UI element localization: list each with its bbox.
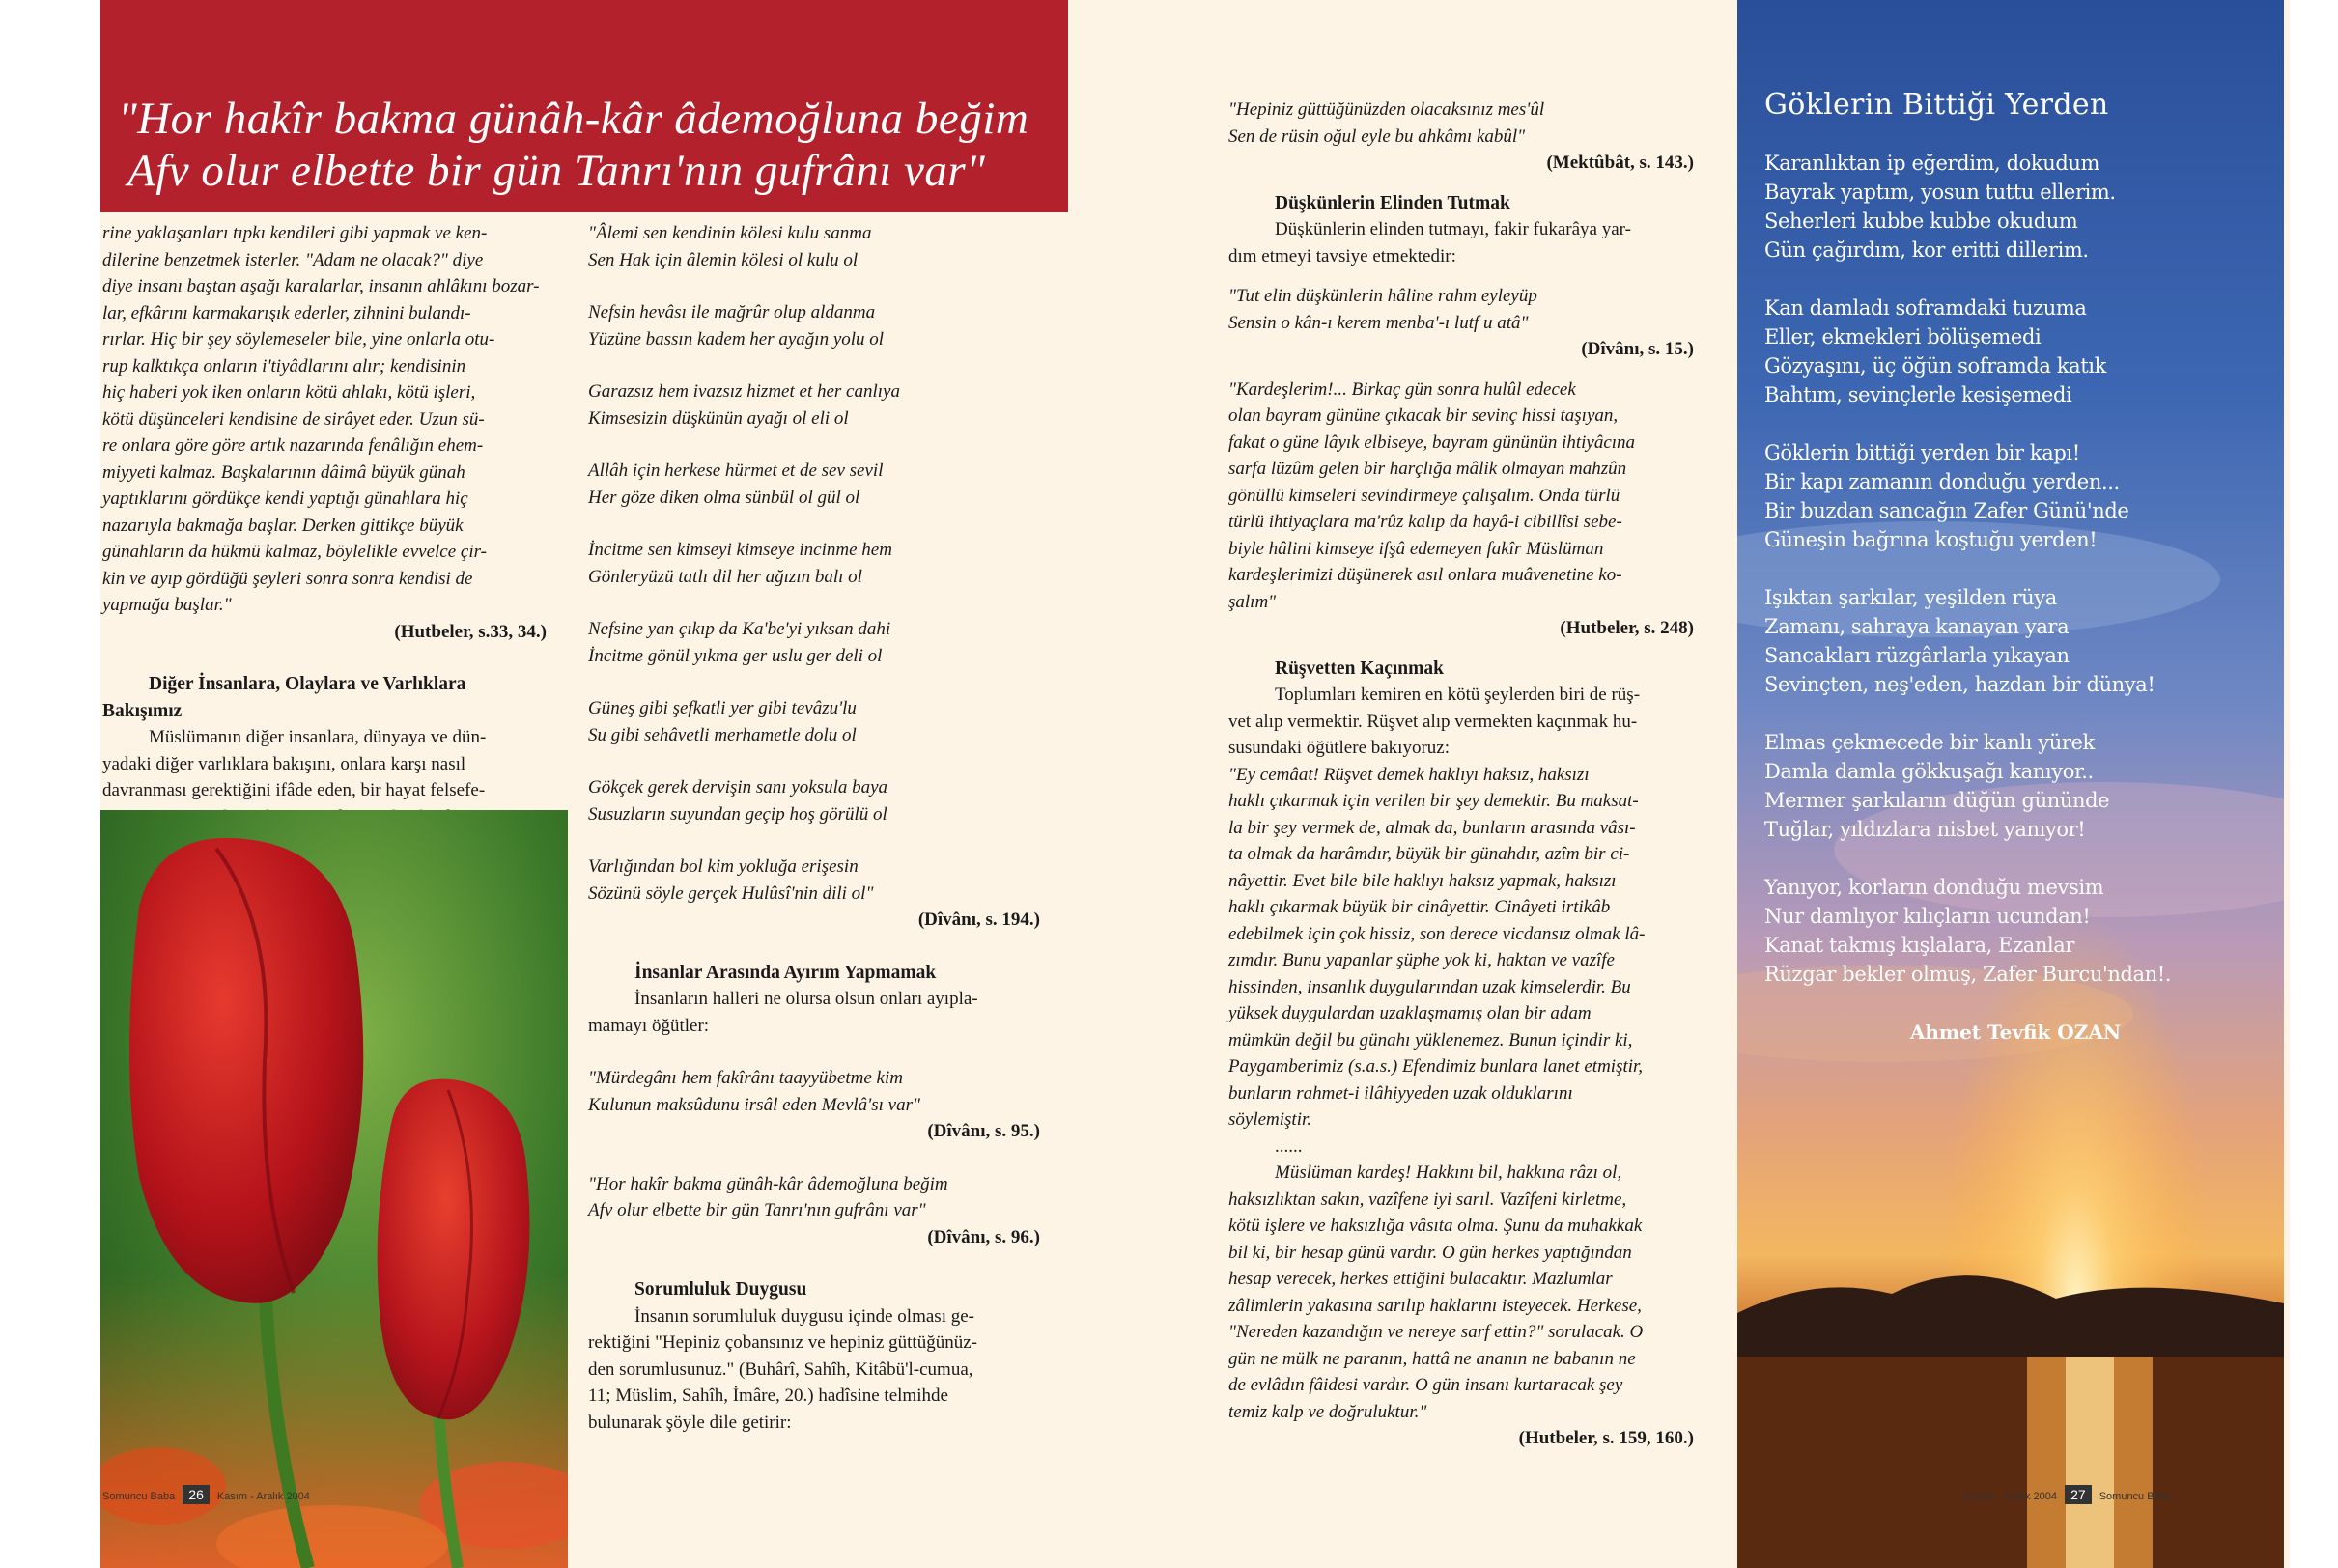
poem-block (1764, 88, 2267, 1047)
ellipsis: ...... (1275, 1135, 1303, 1157)
citation: (Dîvânı, s. 95.) (927, 1121, 1040, 1141)
text-line: haksızlıktan sakın, vazîfene iyi sarıl. Vazîfeni kirletme, (1228, 1189, 1627, 1210)
poem-line: Göklerin bittiği yerden bir kapı! (1764, 441, 2080, 464)
text-line: kardeşlerimizi düşünerek asıl onlara muâvenetine ko- (1228, 565, 1622, 585)
text-line: bunların rahmet-i ilâhiyyeden uzak olduklarını (1228, 1082, 1573, 1104)
poem-line: Yanıyor, korların donduğu mevsim (1764, 876, 2104, 899)
couplet-line: Allâh için herkese hürmet et de sev sevil (588, 461, 884, 481)
text-line: İnsanların halleri ne olursa olsun onları ayıpla- (634, 989, 978, 1009)
poem-author: Ahmet Tevfik OZAN (1909, 1021, 2122, 1044)
couplet-line: Kimsesizin düşkünün ayağı ol eli ol (588, 407, 849, 429)
magazine-name: Somuncu Baba (2099, 1491, 2172, 1502)
text-line: haklı çıkarmak büyük bir cinâyettir. Cinâyeti irtikâb (1228, 897, 1611, 917)
text-line: hesap verecek, herkes ettiğini bulacaktır. Mazlumlar (1228, 1269, 1613, 1289)
text-line: rine yaklaşanları tıpkı kendileri gibi yapmak ve ken- (102, 223, 488, 243)
text-line: yaptıklarını gördükçe kendi yaptığı günahlara hiç (102, 489, 468, 509)
poem-line: Tuğlar, yıldızlara nisbet yanıyor! (1764, 818, 2086, 841)
couplet-line: Su gibi sehâvetli merhametle dolu ol (588, 724, 857, 745)
couplet-line: Garazsız hem ivazsız hizmet et her canlıya (588, 381, 900, 402)
text-line: Müslümanın diğer insanlara, dünyaya ve dün- (149, 727, 487, 747)
banner-line-2: Afv olur elbette bir gün Tanrı'nın gufrânı var" (127, 146, 986, 196)
poem-line: Işıktan şarkılar, yeşilden rüya (1764, 586, 2057, 609)
section-heading: Düşkünlerin Elinden Tutmak (1275, 192, 1510, 213)
text-line: dilerine benzetmek isterler. "Adam ne olacak?" diye (102, 249, 484, 270)
poem-line: Elmas çekmecede bir kanlı yürek (1764, 731, 2095, 754)
couplet-line: İncitme gönül yıkma ger uslu ger deli ol (588, 645, 883, 666)
text-line: günahların da hükmü kalmaz, böylelikle evvelce çir- (102, 542, 487, 562)
couplet-line: Susuzların suyundan geçip hoş görülü ol (588, 803, 887, 825)
column3-paragraph (1228, 216, 1713, 269)
page-number: 27 (2065, 1485, 2092, 1504)
poem-line: Gözyaşını, üç öğün soframda katık (1764, 354, 2106, 378)
section-heading: Rüşvetten Kaçınmak (1275, 658, 1444, 679)
sunset-panel (1737, 0, 2284, 1568)
poem-stanza (1764, 294, 2267, 409)
citation: (Dîvânı, s. 96.) (927, 1226, 1040, 1247)
poem-line: Damla damla gökkuşağı kanıyor.. (1764, 760, 2094, 783)
citation: (Hutbeler, s.33, 34.) (394, 621, 547, 642)
text-line: hissinden, insanlık duygularından uzak kimselerdir. Bu (1228, 976, 1631, 997)
tulip-image (100, 810, 568, 1568)
couplet (588, 854, 1059, 907)
text-line: susundaki öğütlere bakıyoruz: (1228, 738, 1451, 758)
poem-line: Rüzgar bekler olmuş, Zafer Burcu'ndan!. (1764, 963, 2172, 986)
banner-line-1: "Hor hakîr bakma günâh-kâr âdemoğluna beğim (118, 94, 1029, 144)
text-line: yüksek duygulardan uzaklaşmamış olan bir adam (1228, 1003, 1592, 1023)
text-line: nâyettir. Evet bile bile haklıyı haksız yapmak, haksızı (1228, 870, 1617, 891)
column3-quote-paragraph-2 (1228, 762, 1713, 1134)
text-line: Paygamberimiz (s.a.s.) Efendimiz bunlara lanet etmiştir, (1228, 1056, 1644, 1077)
text-line: "Hepiniz güttüğünüzden olacaksınız mes'ûl (1228, 99, 1545, 120)
text-line: zâlimlerin yakasına sarılıp haklarını isteyecek. Herkese, (1228, 1295, 1642, 1316)
text-line: fakat o güne lâyık elbiseye, bayram gününün ihtiyâcına (1228, 432, 1636, 453)
poem-line: Kanat takmış kışlalara, Ezanlar (1764, 934, 2075, 957)
citation: (Hutbeler, s. 248) (1560, 618, 1694, 638)
section-heading: Diğer İnsanlara, Olaylara ve Varlıklara (149, 674, 466, 694)
text-line: "Ey cemâat! Rüşvet demek haklıyı haksız, haksızı (1228, 764, 1590, 785)
text-line: miyyeti kalmaz. Başkalarının dâimâ büyük günah (102, 462, 465, 483)
text-line: sarfa lüzûm gelen bir harçlığa mâlik olmayan mahzûn (1228, 459, 1627, 479)
column3-quote-paragraph-3 (1228, 1160, 1713, 1425)
text-line: Kulunun maksûdunu irsâl eden Mevlâ'sı var" (588, 1094, 920, 1115)
text-line: bulunarak şöyle dile getirir: (588, 1412, 792, 1433)
text-line: mamayı öğütler: (588, 1015, 710, 1036)
couplet (588, 774, 1059, 827)
poem-line: Karanlıktan ip eğerdim, dokudum (1764, 152, 2100, 175)
couplet (588, 537, 1059, 590)
text-line: "Kardeşlerim!... Birkaç gün sonra hulûl edecek (1228, 378, 1576, 400)
poem-line: Bahtım, sevinçlerle kesişemedi (1764, 383, 2072, 406)
text-line: de evlâdın fâidesi vardır. O gün insanı kurtaracak şey (1228, 1375, 1623, 1395)
issue-date: Kasım - Aralık 2004 (1964, 1491, 2057, 1502)
citation: (Dîvânı, s. 15.) (1581, 339, 1694, 359)
text-line: edebilmek için çok hissiz, son derece vicdansız olmak lâ- (1228, 923, 1646, 944)
poem-line: Güneşin bağrına koştuğu yerden! (1764, 528, 2098, 551)
couplet (588, 616, 1059, 669)
poem-quote-2 (588, 1065, 1059, 1118)
text-line: söylemiştir. (1228, 1109, 1312, 1130)
tulip-photo (100, 810, 568, 1568)
couplet-line: Yüzüne bassın kadem her ayağın yolu ol (588, 328, 885, 350)
couplet (588, 299, 1059, 352)
text-line: hiç haberi yok iken onların kötü ahlakı, kötü işleri, (102, 382, 476, 403)
text-line: kötü düşünceleri kendisine de sirâyet eder. Uzun sü- (102, 408, 485, 430)
left-column-2 (588, 220, 1059, 1436)
couplet-line: Güneş gibi şefkatli yer gibi tevâzu'lu (588, 698, 857, 718)
citation: (Hutbeler, s. 159, 160.) (1518, 1428, 1694, 1448)
poem-quote (1228, 97, 1713, 150)
poem-stanza (1764, 728, 2267, 844)
text-line: "Hor hakîr bakma günâh-kâr âdemoğluna beğim (588, 1173, 948, 1194)
text-line: Düşkünlerin elinden tutmayı, fakir fukarâya yar- (1275, 219, 1631, 239)
left-column-1 (102, 220, 566, 830)
right-page (1166, 0, 2290, 1568)
text-line: mümkün değil bu günahı yüklenemez. Bunun içindir ki, (1228, 1029, 1633, 1050)
text-line: türlü ihtiyaçlara ma'rûz kalıp da hayâ-i cibillîsi sebe- (1228, 512, 1622, 532)
poem-stanza (1764, 438, 2267, 554)
column1-paragraph (102, 220, 566, 619)
text-line: haklı çıkarmak için verilen bir şey demektir. Bu maksat- (1228, 791, 1639, 811)
poem-quote (588, 220, 1059, 907)
text-line: Sen de rüsin oğul eyle bu ahkâmı kabûl" (1228, 126, 1526, 147)
poem-stanza (1764, 149, 2267, 265)
text-line: Afv olur elbette bir gün Tanrı'nın gufrânı var" (588, 1200, 926, 1220)
text-line: "Nereden kazandığın ve nereye sarf ettin?" sorulacak. O (1228, 1322, 1644, 1342)
poem-line: Bayrak yaptım, yosun tuttu ellerim. (1764, 181, 2116, 204)
text-line: la bir şey vermek de, almak da, bunların arasında vâsı- (1228, 817, 1636, 838)
text-line: temiz kalp ve doğruluktur." (1228, 1401, 1427, 1422)
text-line: İnsanın sorumluluk duygusu içinde olması ge- (634, 1305, 974, 1327)
section-heading: İnsanlar Arasında Ayırım Yapmamak (634, 962, 937, 983)
column2-paragraph (588, 986, 1059, 1039)
poem-line: Gün çağırdım, kor eritti dillerim. (1764, 238, 2089, 262)
text-line: Sensin o kân-ı kerem menba'-ı lutf u atâ" (1228, 312, 1529, 333)
text-line: re onlara göre göre artık nazarında fenâlığın ehem- (102, 435, 484, 456)
poem-line: Bir kapı zamanın donduğu yerden... (1764, 470, 2120, 493)
title-banner (100, 0, 1068, 212)
section-heading: Sorumluluk Duygusu (634, 1279, 807, 1300)
text-line: Toplumları kemiren en kötü şeylerden biri de rüş- (1275, 685, 1641, 705)
text-line: gönüllü kimseleri sevindirmeye çalışalım. Onda türlü (1228, 485, 1620, 506)
couplet (588, 458, 1059, 511)
text-line: biyle hâlini kimseye ifşâ edemeyen fakîr Müslüman (1228, 538, 1604, 559)
section-heading-cont: Bakışımız (102, 700, 183, 721)
poem-line: Zamanı, sahraya kanayan yara (1764, 615, 2070, 638)
magazine-name: Somuncu Baba (102, 1491, 176, 1502)
text-line: "Tut elin düşkünlerin hâline rahm eyleyüp (1228, 286, 1537, 306)
couplet-line: Gönleryüzü tatlı dil her ağızın balı ol (588, 566, 862, 587)
couplet-line: Nefsine yan çıkıp da Ka'be'yi yıksan dahi (588, 619, 891, 639)
text-line: lar, efkârını karmakarışık ederler, zihnini bulandı- (102, 302, 471, 323)
text-line: yapmağa başlar." (102, 595, 232, 615)
column2-paragraph-2 (588, 1303, 1059, 1437)
text-line: olan bayram gününe çıkacak bir sevinç hissi taşıyan, (1228, 406, 1619, 426)
right-column-3 (1228, 97, 1713, 1452)
page-number: 26 (183, 1485, 210, 1504)
issue-date: Kasım - Aralık 2004 (216, 1491, 310, 1502)
poem-quote-2 (1228, 283, 1713, 336)
couplet-line: Gökçek gerek dervişin sanı yoksula baya (588, 777, 888, 798)
page-footer-right (1964, 1485, 2172, 1504)
column3-quote-paragraph (1228, 377, 1713, 616)
poem-line: Seherleri kubbe kubbe okudum (1764, 210, 2078, 233)
couplet-line: Nefsin hevâsı ile mağrûr olup aldanma (588, 302, 876, 322)
couplet (588, 378, 1059, 432)
text-line: yadaki diğer varlıklara bakışını, onlara karşı nasıl (102, 753, 466, 774)
couplet-line: "Âlemi sen kendinin kölesi kulu sanma (588, 223, 872, 243)
text-line: rektiğini "Hepiniz çobansınız ve hepiniz güttüğünüz- (588, 1332, 977, 1353)
couplet-line: İncitme sen kimseyi kimseye incinme hem (588, 540, 892, 560)
text-line: kin ve ayıp gördüğü şeyleri sonra sonra kendisi de (102, 568, 473, 589)
poem-line: Nur damlıyor kılıçların ucundan! (1764, 905, 2091, 928)
text-line: rırlar. Hiç bir şey söylemeseler bile, yine onlarla otu- (102, 329, 495, 350)
text-line: nazarıyla bakmağa başlar. Derken gittikçe büyük (102, 515, 464, 536)
poem-line: Kan damladı soframdaki tuzuma (1764, 296, 2087, 320)
text-line: "Mürdegânı hem fakîrânı taayyübetme kim (588, 1068, 903, 1088)
citation: (Dîvânı, s. 194.) (917, 910, 1040, 930)
text-line: den sorumlusunuz." (Buhârî, Sahîh, Kitâbü'l-cumua, (588, 1358, 973, 1380)
text-line: ta olmak da harâmdır, büyük bir günahdır, azîm bir ci- (1228, 844, 1630, 864)
text-line: bil ki, bir hesap günü vardır. O gün herkes yaptığından (1228, 1242, 1632, 1263)
text-line: gün ne mülk ne paranın, hattâ ne ananın ne babanın ne (1228, 1348, 1636, 1369)
citation: (Mektûbât, s. 143.) (1546, 153, 1694, 173)
text-line: zımdır. Bunu yapanlar şüphe yok ki, haktan ve vazîfe (1228, 950, 1615, 970)
poem-line: Eller, ekmekleri bölüşemedi (1764, 325, 2042, 349)
poem-title: Göklerin Bittiği Yerden (1764, 88, 2109, 122)
text-line: kötü işlere ve haksızlığa vâsıta olma. Şunu da muhakkak (1228, 1216, 1643, 1236)
poem-quote-3 (588, 1171, 1059, 1224)
text-line: 11; Müslim, Sahîh, İmâre, 20.) hadîsine telmihde (588, 1386, 948, 1406)
couplet-line: Varlığından bol kim yokluğa erişesin (588, 856, 859, 877)
couplet-line: Her göze diken olma sünbül ol gül ol (588, 487, 860, 508)
poem-line: Mermer şarkıların düğün gününde (1764, 789, 2110, 812)
couplet (588, 695, 1059, 748)
text-line: diye insanı baştan aşağı karalarlar, insanın ahlâkını bozar- (102, 276, 540, 296)
couplet (588, 220, 1059, 273)
text-line: Müslüman kardeş! Hakkını bil, hakkına râzı ol, (1275, 1162, 1622, 1183)
poem-line: Sancakları rüzgârlarla yıkayan (1764, 644, 2070, 667)
text-line: şalım" (1228, 591, 1277, 612)
text-line: dım etmeyi tavsiye etmektedir: (1228, 245, 1456, 266)
couplet-line: Sözünü söyle gerçek Hulûsî'nin dili ol" (588, 882, 874, 904)
poem-stanza (1764, 583, 2267, 699)
text-line: vet alıp vermektir. Rüşvet alıp vermekten kaçınmak hu- (1228, 711, 1638, 732)
column3-paragraph-2 (1228, 682, 1713, 762)
left-page (100, 0, 1166, 1568)
page-footer-left (102, 1485, 310, 1504)
poem-stanza (1764, 873, 2267, 989)
poem-line: Bir buzdan sancağın Zafer Günü'nde (1764, 499, 2129, 522)
poem-stanzas (1764, 149, 2267, 989)
text-line: rup kalktıkça onların i'tiyâdlarını alır; kendisinin (102, 355, 466, 377)
couplet-line: Sen Hak için âlemin kölesi ol kulu ol (588, 249, 859, 270)
poem-line: Sevinçten, neş'eden, hazdan bir dünya! (1764, 673, 2155, 696)
text-line: davranması gerektiğini ifâde eden, bir hayat felsefe- (102, 780, 486, 800)
